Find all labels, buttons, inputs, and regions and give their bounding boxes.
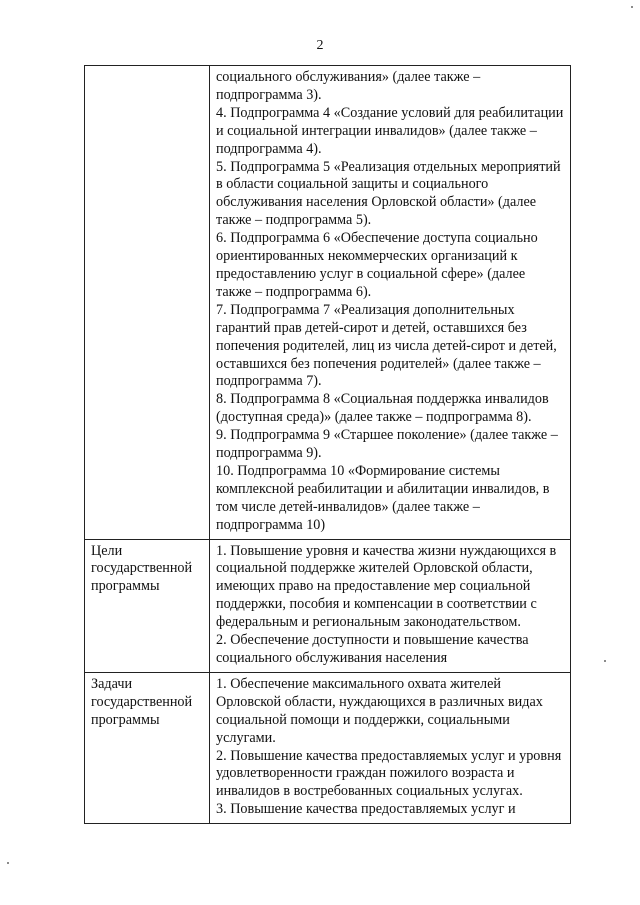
program-passport-table xyxy=(84,65,571,824)
scan-speck xyxy=(604,660,606,662)
list-item: 10. Подпрограмма 10 «Формирование системы комплексной реабилитации и абилитации инвалидов, в том числе детей-инвалидов» (далее также – подпрограмма 10) xyxy=(216,462,550,533)
list-item: 7. Подпрограмма 7 «Реализация дополнительных гарантий прав детей-сирот и детей, оставшихся без попечения родителей, лиц из числа детей-сирот и детей, оставшихся без попечения родителей» (далее также – подпрограмма 7). xyxy=(216,301,557,390)
list-item: 1. Повышение уровня и качества жизни нуждающихся в социальной поддержке жителей Орловской области, имеющих право на предоставление мер социальной поддержки, пособия и компенсации в соответствии с федеральным и региональным законодательством. xyxy=(216,542,557,631)
row-label-empty xyxy=(85,66,210,540)
list-item: социального обслуживания» (далее также – подпрограмма 3). xyxy=(216,69,481,103)
subprograms-cell xyxy=(210,66,571,540)
tasks-cell xyxy=(210,672,571,823)
list-item: 6. Подпрограмма 6 «Обеспечение доступа социально ориентированных некоммерческих организаций к предоставлению услуг в социальной сфере» (далее также – подпрограмма 6). xyxy=(216,230,538,300)
list-item: 3. Повышение качества предоставляемых услуг и xyxy=(216,801,516,818)
list-item: 1. Обеспечение максимального охвата жителей Орловской области, нуждающихся в различных видах социальной помощи и поддержки, социальными услугами. xyxy=(216,675,543,746)
row-label-tasks: Задачи государственной программы xyxy=(85,672,210,823)
scan-speck xyxy=(631,6,633,8)
list-item: 4. Подпрограмма 4 «Создание условий для реабилитации и социальной интеграции инвалидов» (далее также – подпрограмма 4). xyxy=(216,104,564,157)
page-number: 2 xyxy=(316,38,324,53)
row-label-goals: Цели государственной программы xyxy=(85,539,210,672)
list-item: 2. Обеспечение доступности и повышение качества социального обслуживания населения xyxy=(216,632,529,666)
table-row-subprograms xyxy=(85,66,571,540)
list-item: 9. Подпрограмма 9 «Старшее поколение» (далее также – подпрограмма 9). xyxy=(216,427,558,462)
list-item: 2. Повышение качества предоставляемых услуг и уровня удовлетворенности граждан пожилого возраста и инвалидов в востребованных социальных услугах. xyxy=(216,747,562,800)
list-item: 8. Подпрограмма 8 «Социальная поддержка инвалидов (доступная среда)» (далее также – подпрограмма 8). xyxy=(216,391,549,426)
table-row-goals xyxy=(85,539,571,672)
table-row-tasks xyxy=(85,672,571,823)
scan-speck xyxy=(7,862,9,864)
list-item: 5. Подпрограмма 5 «Реализация отдельных мероприятий в области социальной защиты и социального обслуживания населения Орловской области» (далее также – подпрограмма 5). xyxy=(216,158,561,229)
goals-cell xyxy=(210,539,571,672)
